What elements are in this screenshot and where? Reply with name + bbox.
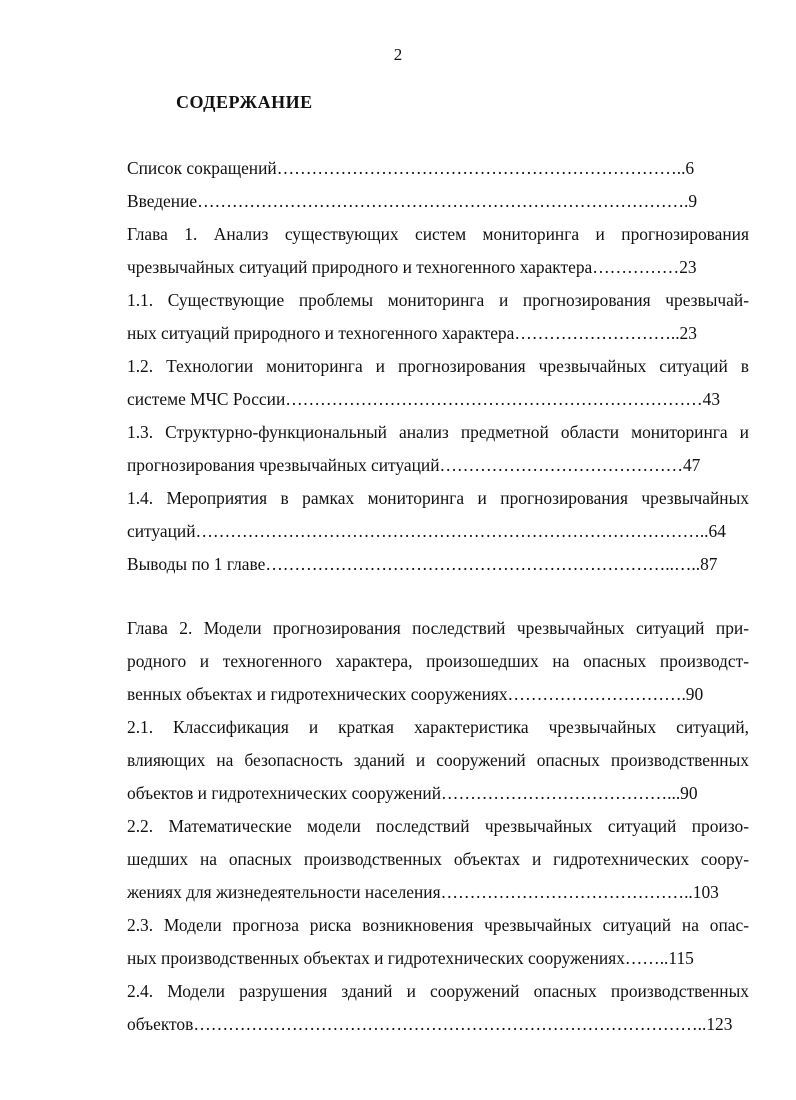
toc-title: СОДЕРЖАНИЕ xyxy=(176,92,313,112)
toc-entry-1-1-line-2: ных ситуаций природного и техногенного характера………………………..23 xyxy=(127,323,697,343)
toc-entry-abbreviations: Список сокращений……………………………………………………………..6 xyxy=(127,158,695,178)
page-number: 2 xyxy=(393,45,403,64)
toc-entry-chapter-1-conclusions: Выводы по 1 главе……………………………………………………………..…..87 xyxy=(127,554,718,574)
toc-entry-chapter-1-line-1: Глава 1. Анализ существующих систем мониторинга и прогнозирования xyxy=(127,224,749,244)
toc-entry-1-4-line-1: 1.4. Мероприятия в рамках мониторинга и прогнозирования чрезвычайных xyxy=(127,488,749,508)
toc-entry-1-2-line-2: системе МЧС России………………………………………………………………43 xyxy=(127,389,721,409)
toc-entry-2-3-line-2: ных производственных объектах и гидротехнических сооружениях……..115 xyxy=(127,948,694,968)
toc-entry-2-4-line-2: объектов……………………………………………………………………………..123 xyxy=(127,1014,733,1034)
toc-entry-chapter-1-line-2: чрезвычайных ситуаций природного и техногенного характера……………23 xyxy=(127,257,697,277)
toc-entry-2-2-line-1: 2.2. Математические модели последствий чрезвычайных ситуаций произо- xyxy=(127,816,749,836)
toc-entry-1-3-line-2: прогнозирования чрезвычайных ситуаций……………………………………47 xyxy=(127,455,701,475)
toc-entry-1-4-line-2: ситуаций……………………………………………………………………………..64 xyxy=(127,521,726,541)
toc-entry-chapter-2-line-1: Глава 2. Модели прогнозирования последствий чрезвычайных ситуаций при- xyxy=(127,618,749,638)
toc-entry-2-4-line-1: 2.4. Модели разрушения зданий и сооружений опасных производственных xyxy=(127,981,749,1001)
toc-entry-chapter-2-line-2: родного и техногенного характера, произошедших на опасных производст- xyxy=(127,651,749,671)
toc-entry-chapter-2-line-3: венных объектах и гидротехнических сооружениях………………………….90 xyxy=(127,684,704,704)
toc-entry-1-3-line-1: 1.3. Структурно-функциональный анализ предметной области мониторинга и xyxy=(127,422,749,442)
toc-entry-2-1-line-1: 2.1. Классификация и краткая характеристика чрезвычайных ситуаций, xyxy=(127,717,749,737)
toc-entry-1-2-line-1: 1.2. Технологии мониторинга и прогнозирования чрезвычайных ситуаций в xyxy=(127,356,749,376)
toc-entry-2-1-line-3: объектов и гидротехнических сооружений…………………………………...90 xyxy=(127,783,698,803)
toc-entry-2-2-line-2: шедших на опасных производственных объектах и гидротехнических соору- xyxy=(127,849,749,869)
toc-entry-2-2-line-3: жениях для жизнедеятельности населения……………………………………..103 xyxy=(127,882,719,902)
toc-entry-2-1-line-2: влияющих на безопасность зданий и сооружений опасных производственных xyxy=(127,750,749,770)
toc-entry-1-1-line-1: 1.1. Существующие проблемы мониторинга и прогнозирования чрезвычай- xyxy=(127,290,749,310)
toc-entry-2-3-line-1: 2.3. Модели прогноза риска возникновения чрезвычайных ситуаций на опас- xyxy=(127,915,749,935)
toc-entry-introduction: Введение………………………………………………………………………….9 xyxy=(127,191,698,211)
